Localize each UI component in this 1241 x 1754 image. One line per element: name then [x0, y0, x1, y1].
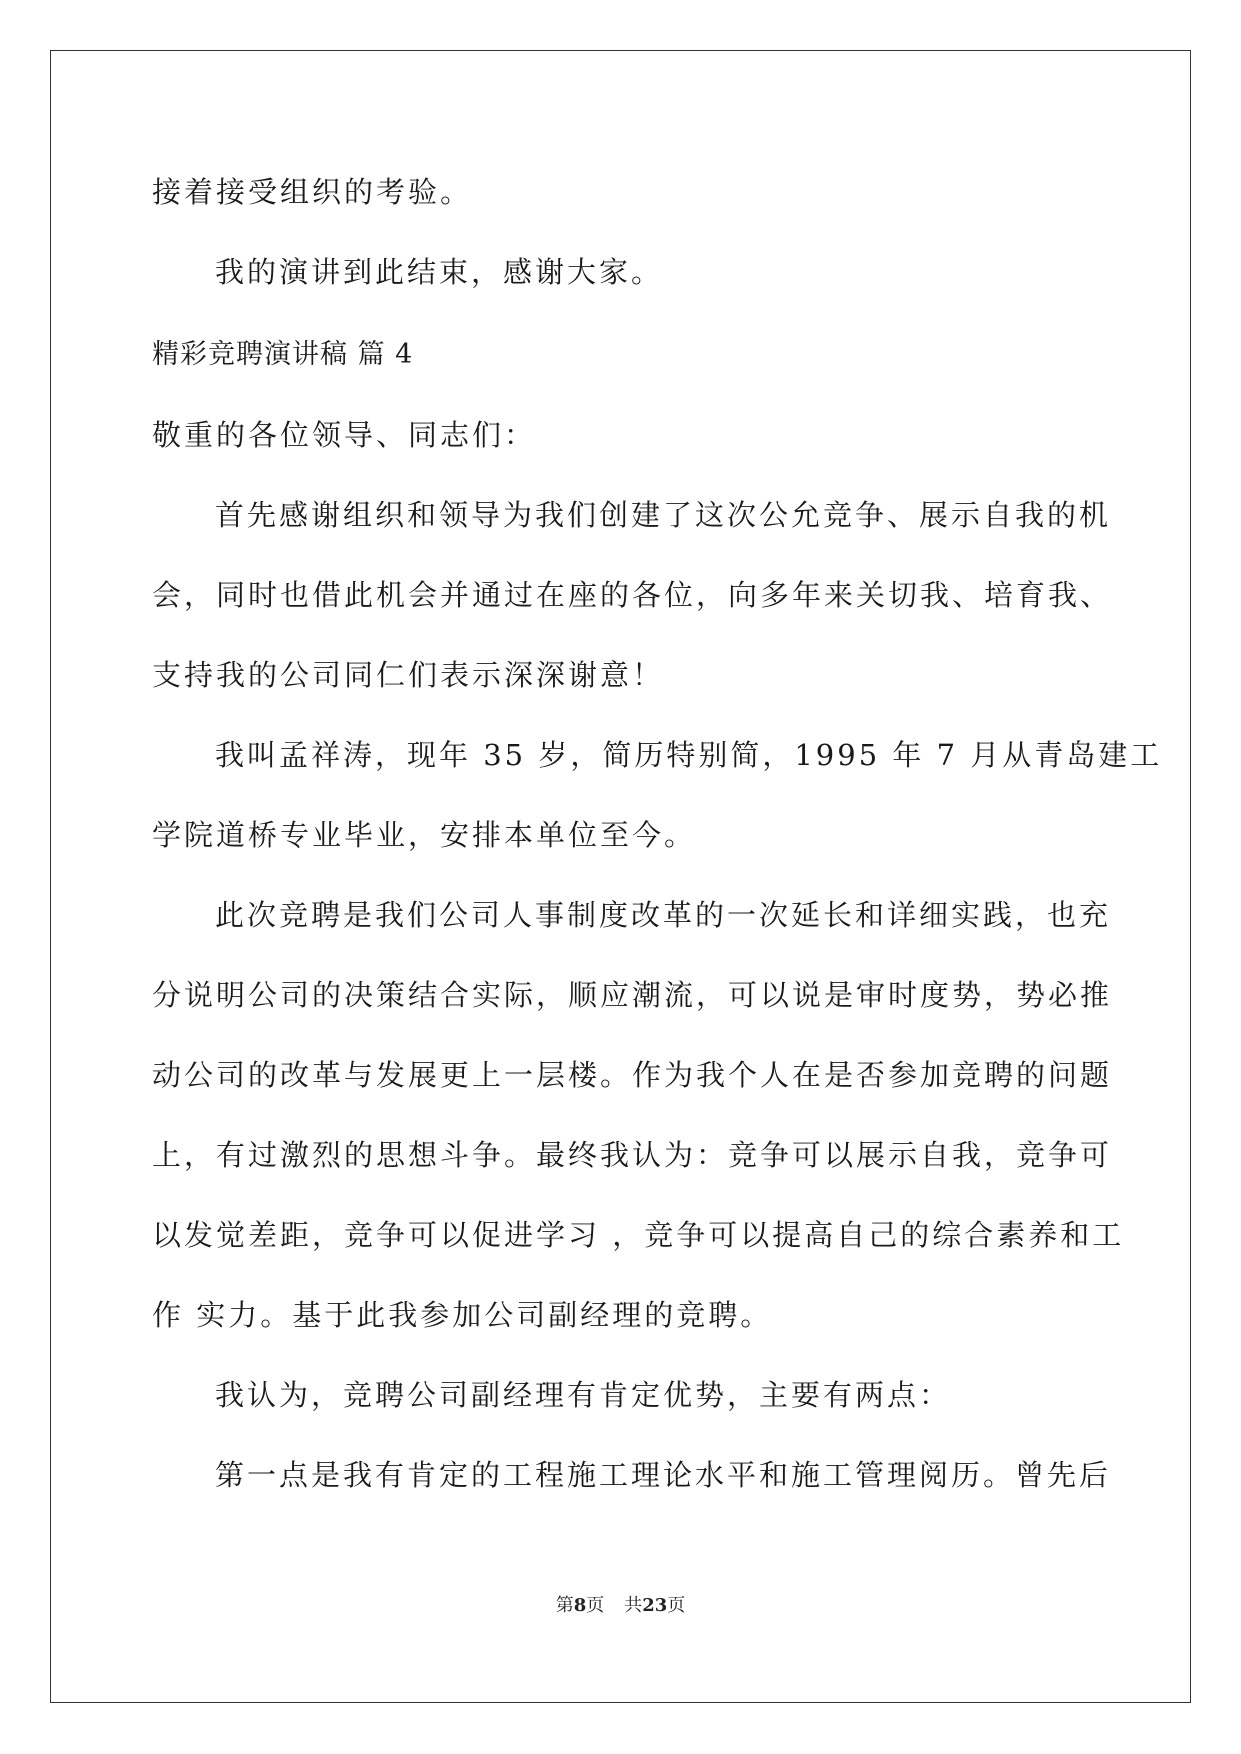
- salutation: 敬重的各位领导、同志们：: [152, 418, 537, 452]
- text-line: 分说明公司的决策结合实际，顺应潮流，可以说是审时度势，势必推: [152, 978, 1113, 1012]
- text-line: 上，有过激烈的思想斗争。最终我认为：竞争可以展示自我，竞争可: [152, 1138, 1113, 1172]
- footer-page-suffix: 页: [586, 1595, 605, 1616]
- text-line: 首先感谢组织和领导为我们创建了这次公允竞争、展示自我的机: [215, 498, 1112, 532]
- text-line: 此次竞聘是我们公司人事制度改革的一次延长和详细实践，也充: [215, 898, 1112, 932]
- text-line: 学院道桥专业毕业，安排本单位至今。: [152, 818, 697, 852]
- text-line: 以发觉差距，竞争可以促进学习 ，竞争可以提高自己的综合素养和工: [152, 1218, 1125, 1252]
- text-line: 会，同时也借此机会并通过在座的各位，向多年来关切我、培育我、: [152, 578, 1113, 612]
- section-heading: 精彩竞聘演讲稿 篇 4: [152, 339, 414, 370]
- text-line: 接着接受组织的考验。: [152, 175, 473, 209]
- text-line: 作 实力。基于此我参加公司副经理的竞聘。: [152, 1298, 773, 1332]
- footer-total-prefix: 共: [624, 1595, 643, 1616]
- text-line: 我叫孟祥涛，现年 35 岁，简历特别简，1995 年 7 月从青岛建工: [215, 738, 1163, 772]
- footer-prefix: 第: [555, 1595, 574, 1616]
- text-line: 我的演讲到此结束，感谢大家。: [215, 255, 664, 289]
- text-line: 支持我的公司同仁们表示深深谢意！: [152, 658, 665, 692]
- page-footer: [0, 1594, 1241, 1618]
- page-number: 8: [573, 1595, 587, 1616]
- text-line: 第一点是我有肯定的工程施工理论水平和施工管理阅历。曾先后: [215, 1458, 1112, 1492]
- text-line: 动公司的改革与发展更上一层楼。作为我个人在是否参加竞聘的问题: [152, 1058, 1113, 1092]
- total-pages: 23: [642, 1595, 668, 1616]
- text-line: 我认为，竞聘公司副经理有肯定优势，主要有两点：: [215, 1378, 952, 1412]
- footer-total-suffix: 页: [667, 1595, 686, 1616]
